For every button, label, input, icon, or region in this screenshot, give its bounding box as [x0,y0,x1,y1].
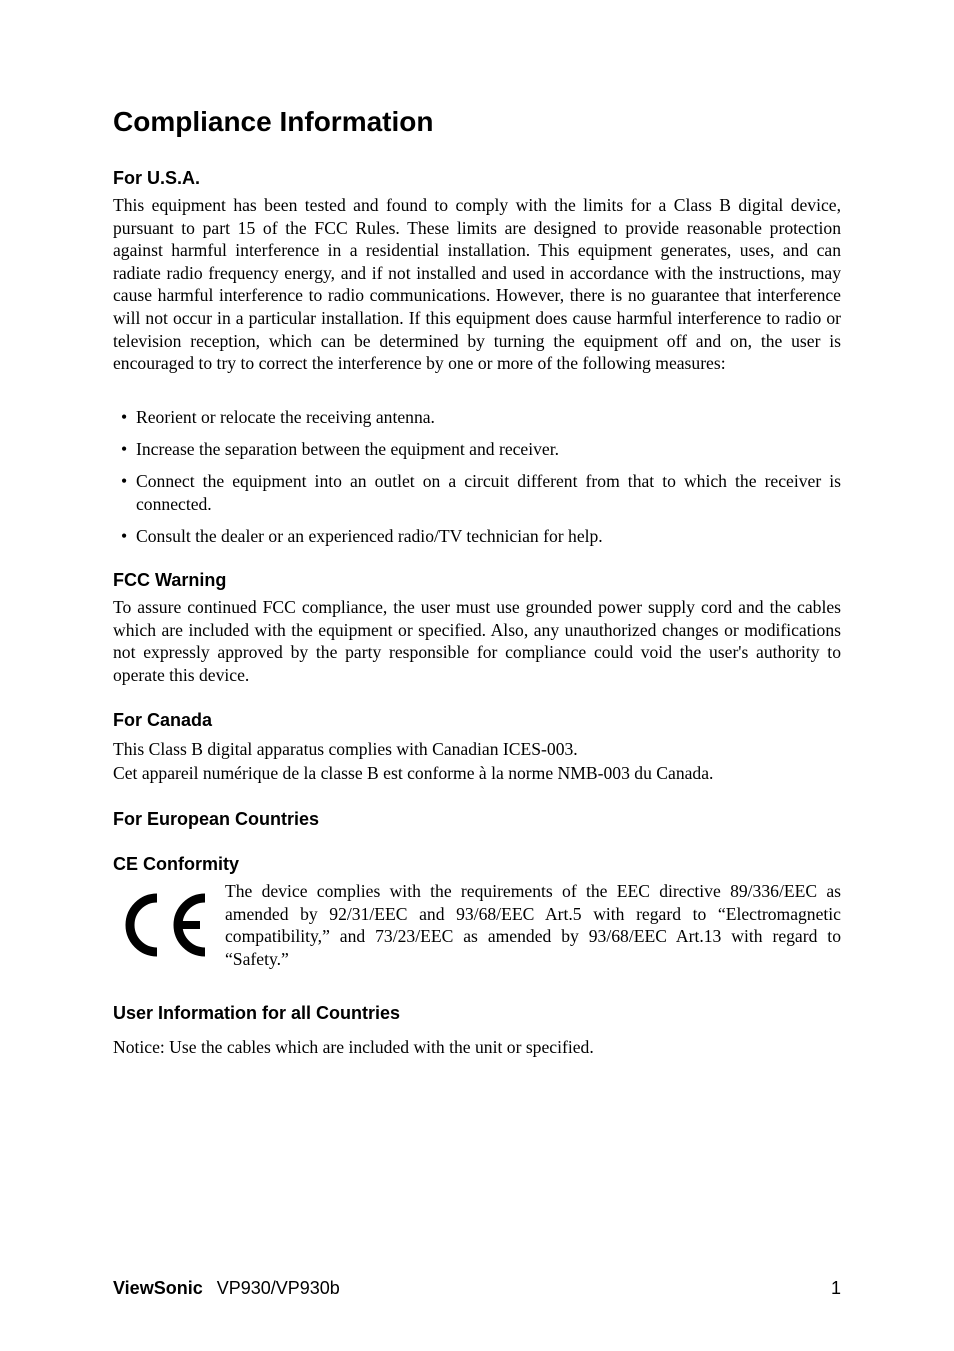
list-item: • Reorient or relocate the receiving antenna. [121,407,435,427]
heading-usa: For U.S.A. [113,168,201,188]
canada-line-fr: Cet appareil numérique de la classe B est conforme à la norme NMB-003 du Canada. [113,763,714,783]
bullet-icon: • [121,525,128,546]
bullet-icon: • [121,407,128,427]
fcc-warning-paragraph: To assure continued FCC compliance, the user must use grounded power supply cord and the cables which are included with the equipment or specified. Also, any unauthorized changes or modifications not expressly approved by the party responsible for compliance could void the user's authority to operate this device. [113,597,841,685]
canada-line-en: This Class B digital apparatus complies with Canadian ICES-003. [113,739,578,759]
heading-ce-conformity: CE Conformity [113,854,239,874]
all-countries-notice: Notice: Use the cables which are included with the unit or specified. [113,1037,594,1057]
heading-canada: For Canada [113,710,213,730]
heading-all-countries: User Information for all Countries [113,1003,401,1023]
bullet-icon: • [121,438,128,459]
ce-paragraph: The device complies with the requirements of the EEC directive 89/336/EEC as amended by 92/31/EEC and 93/68/EEC Art.5 with regard to “Electromagnetic compatibility,” and 73/23/EEC as amended by 93/68/EEC Art.13 with regard to “Safety.” [225,881,841,969]
heading-fcc-warning: FCC Warning [113,570,227,590]
list-item: • Increase the separation between the equipment and receiver. [121,438,560,459]
bullet-icon: • [121,470,128,491]
page-number: 1 [830,1278,841,1298]
page-footer [113,1277,841,1299]
list-item: • Connect the equipment into an outlet on a circuit different from that to which the receiver is connected. [121,470,841,514]
page-title: Compliance Information [113,106,434,137]
footer-brand: ViewSonic [113,1278,203,1298]
list-item: • Consult the dealer or an experienced radio/TV technician for help. [121,525,603,546]
footer-model: VP930/VP930b [216,1278,340,1298]
ce-mark-icon [121,890,207,960]
heading-european-countries: For European Countries [113,809,320,829]
usa-paragraph: This equipment has been tested and found to comply with the limits for a Class B digital device, pursuant to part 15 of the FCC Rules. These limits are designed to provide reasonable protection against harmful interference in a residential installation. This equipment generates, uses, and can radiate radio frequency energy, and if not installed and used in accordance with the instructions, may cause harmful interference to radio communications. However, there is no guarantee that interference will not occur in a particular installation. If this equipment does cause harmful interference to radio or television reception, which can be determined by turning the equipment off and on, the user is encouraged to try to correct the interference by one or more of the following measures: [113,195,841,374]
usa-measures-list [113,406,841,557]
